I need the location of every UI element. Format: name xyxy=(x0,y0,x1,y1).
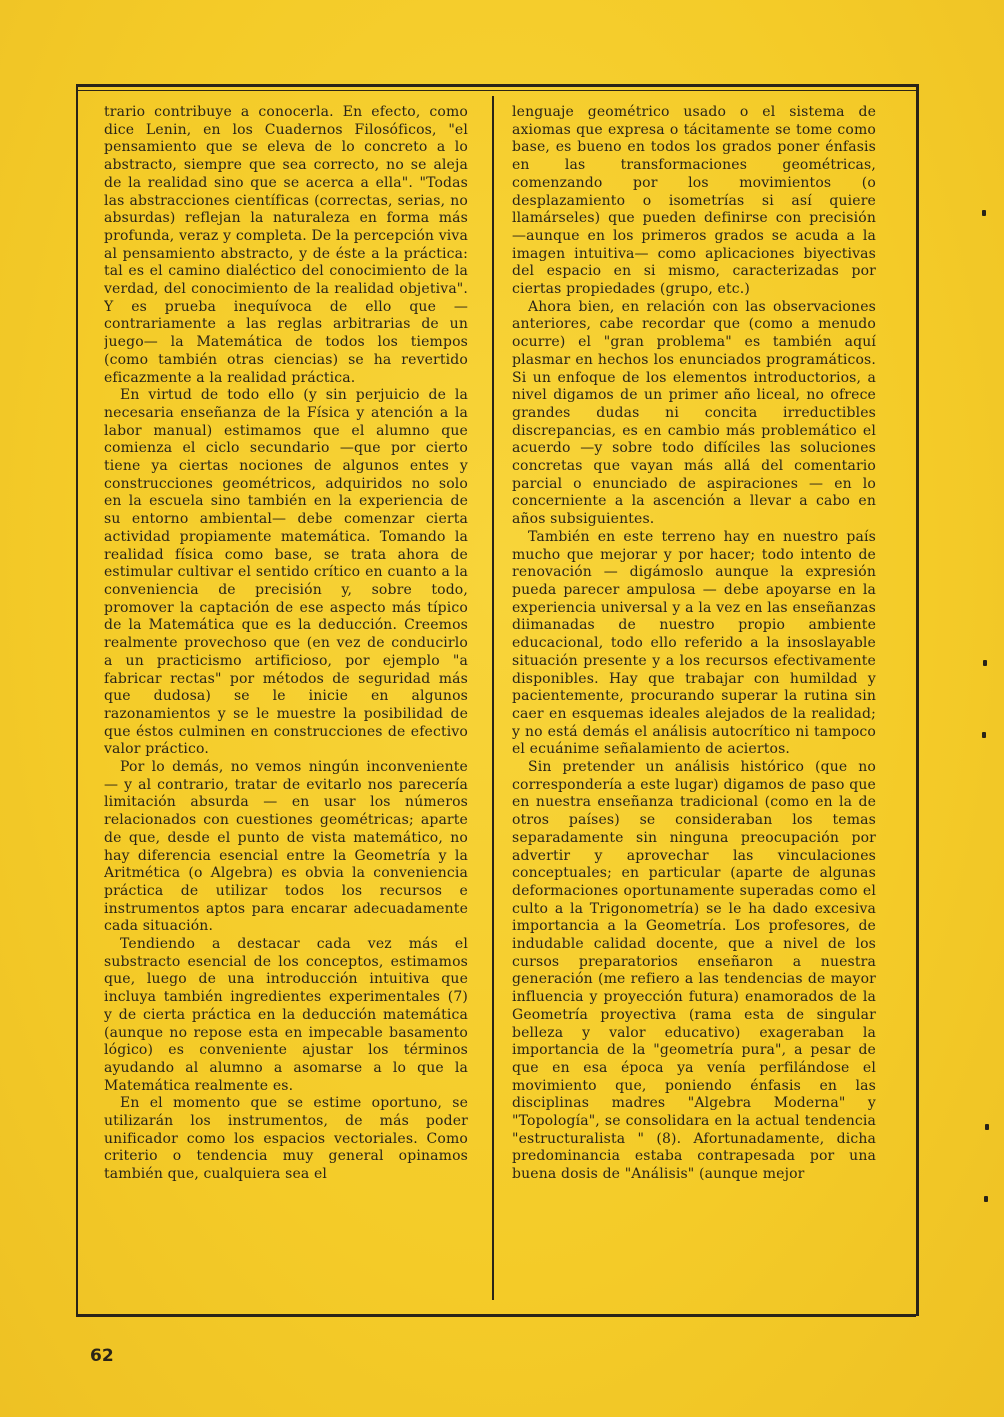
right-paragraph-4: Sin pretender un análisis histórico (que no correspondería a este lugar) digamos de paso que en nuestra enseñanza tradicional (como en la de otros países) se consideraban los temas separadamente sin ninguna preocupación por advertir y aprovechar las vinculaciones conceptuales; en particular (aparte de algunas deformaciones oportunamente superadas como el culto a la Trigonometría) se le ha dado excesiva importancia a la Geometría. Los profesores, de indudable calidad docente, que a nivel de los cursos preparatorios enseñaron a nuestra generación (me refiero a las tendencias de mayor influencia y proyección futura) enamorados de la Geometría proyectiva (rama esta de singular belleza y valor educativo) exageraban la importancia de la "geometría pura", a pesar de que en esa época ya venía perfilándose el movimiento que, poniendo énfasis en las disciplinas madres "Algebra Moderna" y "Topología", se consolidara en la actual tendencia "estructuralista " (8). Afortunadamente, dicha predominancia estaba contrapesada por una buena dosis de "Análisis" (aunque mejor xyxy=(512,759,876,1183)
top-rule-thin xyxy=(76,90,916,91)
left-paragraph-1: trario contribuye a conocerla. En efecto, como dice Lenin, en los Cuadernos Filosóficos, "el pensamiento que se eleva de lo concreto a lo abstracto, siempre que sea correcto, no se aleja de la realidad sino que se acerca a ella". "Todas las abstracciones científicas (correctas, serias, no absurdas) reflejan la naturaleza en forma más profunda, veraz y completa. De la percepción viva al pensamiento abstracto, y de éste a la práctica: tal es el camino dialéctico del conocimiento de la verdad, del conocimiento de la realidad objetiva". Y es prueba inequívoca de ello que —contrariamente a las reglas arbitrarias de un juego— la Matemática de todos los tiempos (como también otras ciencias) se ha revertido eficazmente a la realidad práctica. xyxy=(104,104,468,386)
left-column xyxy=(104,104,468,1304)
margin-mark xyxy=(982,732,986,738)
top-rule xyxy=(76,84,916,87)
bottom-rule xyxy=(76,1314,916,1317)
column-divider xyxy=(492,96,494,1300)
left-paragraph-4: Tendiendo a destacar cada vez más el substracto esencial de los conceptos, estimamos que, luego de una introducción intuitiva que incluya también ingredientes experimentales (7) y de cierta práctica en la deducción matemática (aunque no repose esta en impecable basamento lógico) es conveniente ajustar los términos ayudando al alumno a asomarse a lo que la Matemática realmente es. xyxy=(104,936,468,1094)
left-paragraph-5: En el momento que se estime oportuno, se utilizarán los instrumentos, de más poder unificador como los espacios vectoriales. Como criterio o tendencia muy general opinamos también que, cualquiera sea el xyxy=(104,1095,468,1183)
right-paragraph-3: También en este terreno hay en nuestro país mucho que mejorar y por hacer; todo intento de renovación — digámoslo aunque la expresión pueda parecer ampulosa — debe apoyarse en la experiencia universal y a la vez en las enseñanzas diimanadas de nuestro propio ambiente educacional, todo ello referido a la insoslayable situación presente y a los recursos efectivamente disponibles. Hay que trabajar con humildad y pacientemente, procurando superar la rutina sin caer en esquemas ideales alejados de la realidad; y no está demás el análisis autocrítico ni tampoco el ecuánime señalamiento de aciertos. xyxy=(512,528,876,758)
left-paragraph-3: Por lo demás, no vemos ningún inconveniente — y al contrario, tratar de evitarlo nos parecería limitación absurda — en usar los números relacionados con cuestiones geométricas; aparte de que, desde el punto de vista matemático, no hay diferencia esencial entre la Geometría y la Aritmética (o Algebra) es obvia la conveniencia práctica de utilizar todos los recursos e instrumentos aptos para encarar adecuadamente cada situación. xyxy=(104,759,468,935)
right-paragraph-1: lenguaje geométrico usado o el sistema de axiomas que expresa o tácitamente se tome como base, es bueno en todos los grados poner énfasis en las transformaciones geométricas, comenzando por los movimientos (o desplazamiento o isometrías si así quiere llamárseles) que pueden definirse con precisión —aunque en los primeros grados se acuda a la imagen intuitiva— como aplicaciones biyectivas del espacio en si mismo, caracterizadas por ciertas propiedades (grupo, etc.) xyxy=(512,104,876,298)
margin-mark xyxy=(982,210,986,216)
margin-mark xyxy=(985,1124,989,1130)
margin-mark xyxy=(984,1196,988,1202)
left-paragraph-2: En virtud de todo ello (y sin perjuicio de la necesaria enseñanza de la Física y atención a la labor manual) estimamos que el alumno que comienza el ciclo secundario —que por cierto tiene ya ciertas nociones de algunos entes y construcciones geométricos, adquiridos no solo en la escuela sino también en la experiencia de su entorno ambiental— debe comenzar cierta actividad propiamente matemática. Tomando la realidad física como base, se trata ahora de estimular cultivar el sentido crítico en cuanto a la conveniencia de precisión y, sobre todo, promover la captación de ese aspecto más típico de la Matemática que es la deducción. Creemos realmente provechoso que (en vez de conducirlo a un practicismo artificioso, por ejemplo "a fabricar rectas" por métodos de seguridad más que dudosa) se le inicie en algunos razonamientos y se le muestre la posibilidad de que éstos culminen en construcciones de efectivo valor práctico. xyxy=(104,387,468,758)
right-paragraph-2: Ahora bien, en relación con las observaciones anteriores, cabe recordar que (como a menudo ocurre) el "gran problema" es también aquí plasmar en hechos los enunciados programáticos. Si un enfoque de los elementos introductorios, a nivel digamos de un primer año liceal, no ofrece grandes dudas ni concita irreductibles discrepancias, es en cambio más problemático el acuerdo —y sobre todo difíciles las soluciones concretas que vayan más allá del comentario parcial o enunciado de aspiraciones — en lo concerniente a la ascención a llevar a cabo en años subsiguientes. xyxy=(512,298,876,528)
page-number: 62 xyxy=(90,1346,114,1366)
right-column xyxy=(512,104,876,1304)
margin-mark xyxy=(983,660,987,666)
